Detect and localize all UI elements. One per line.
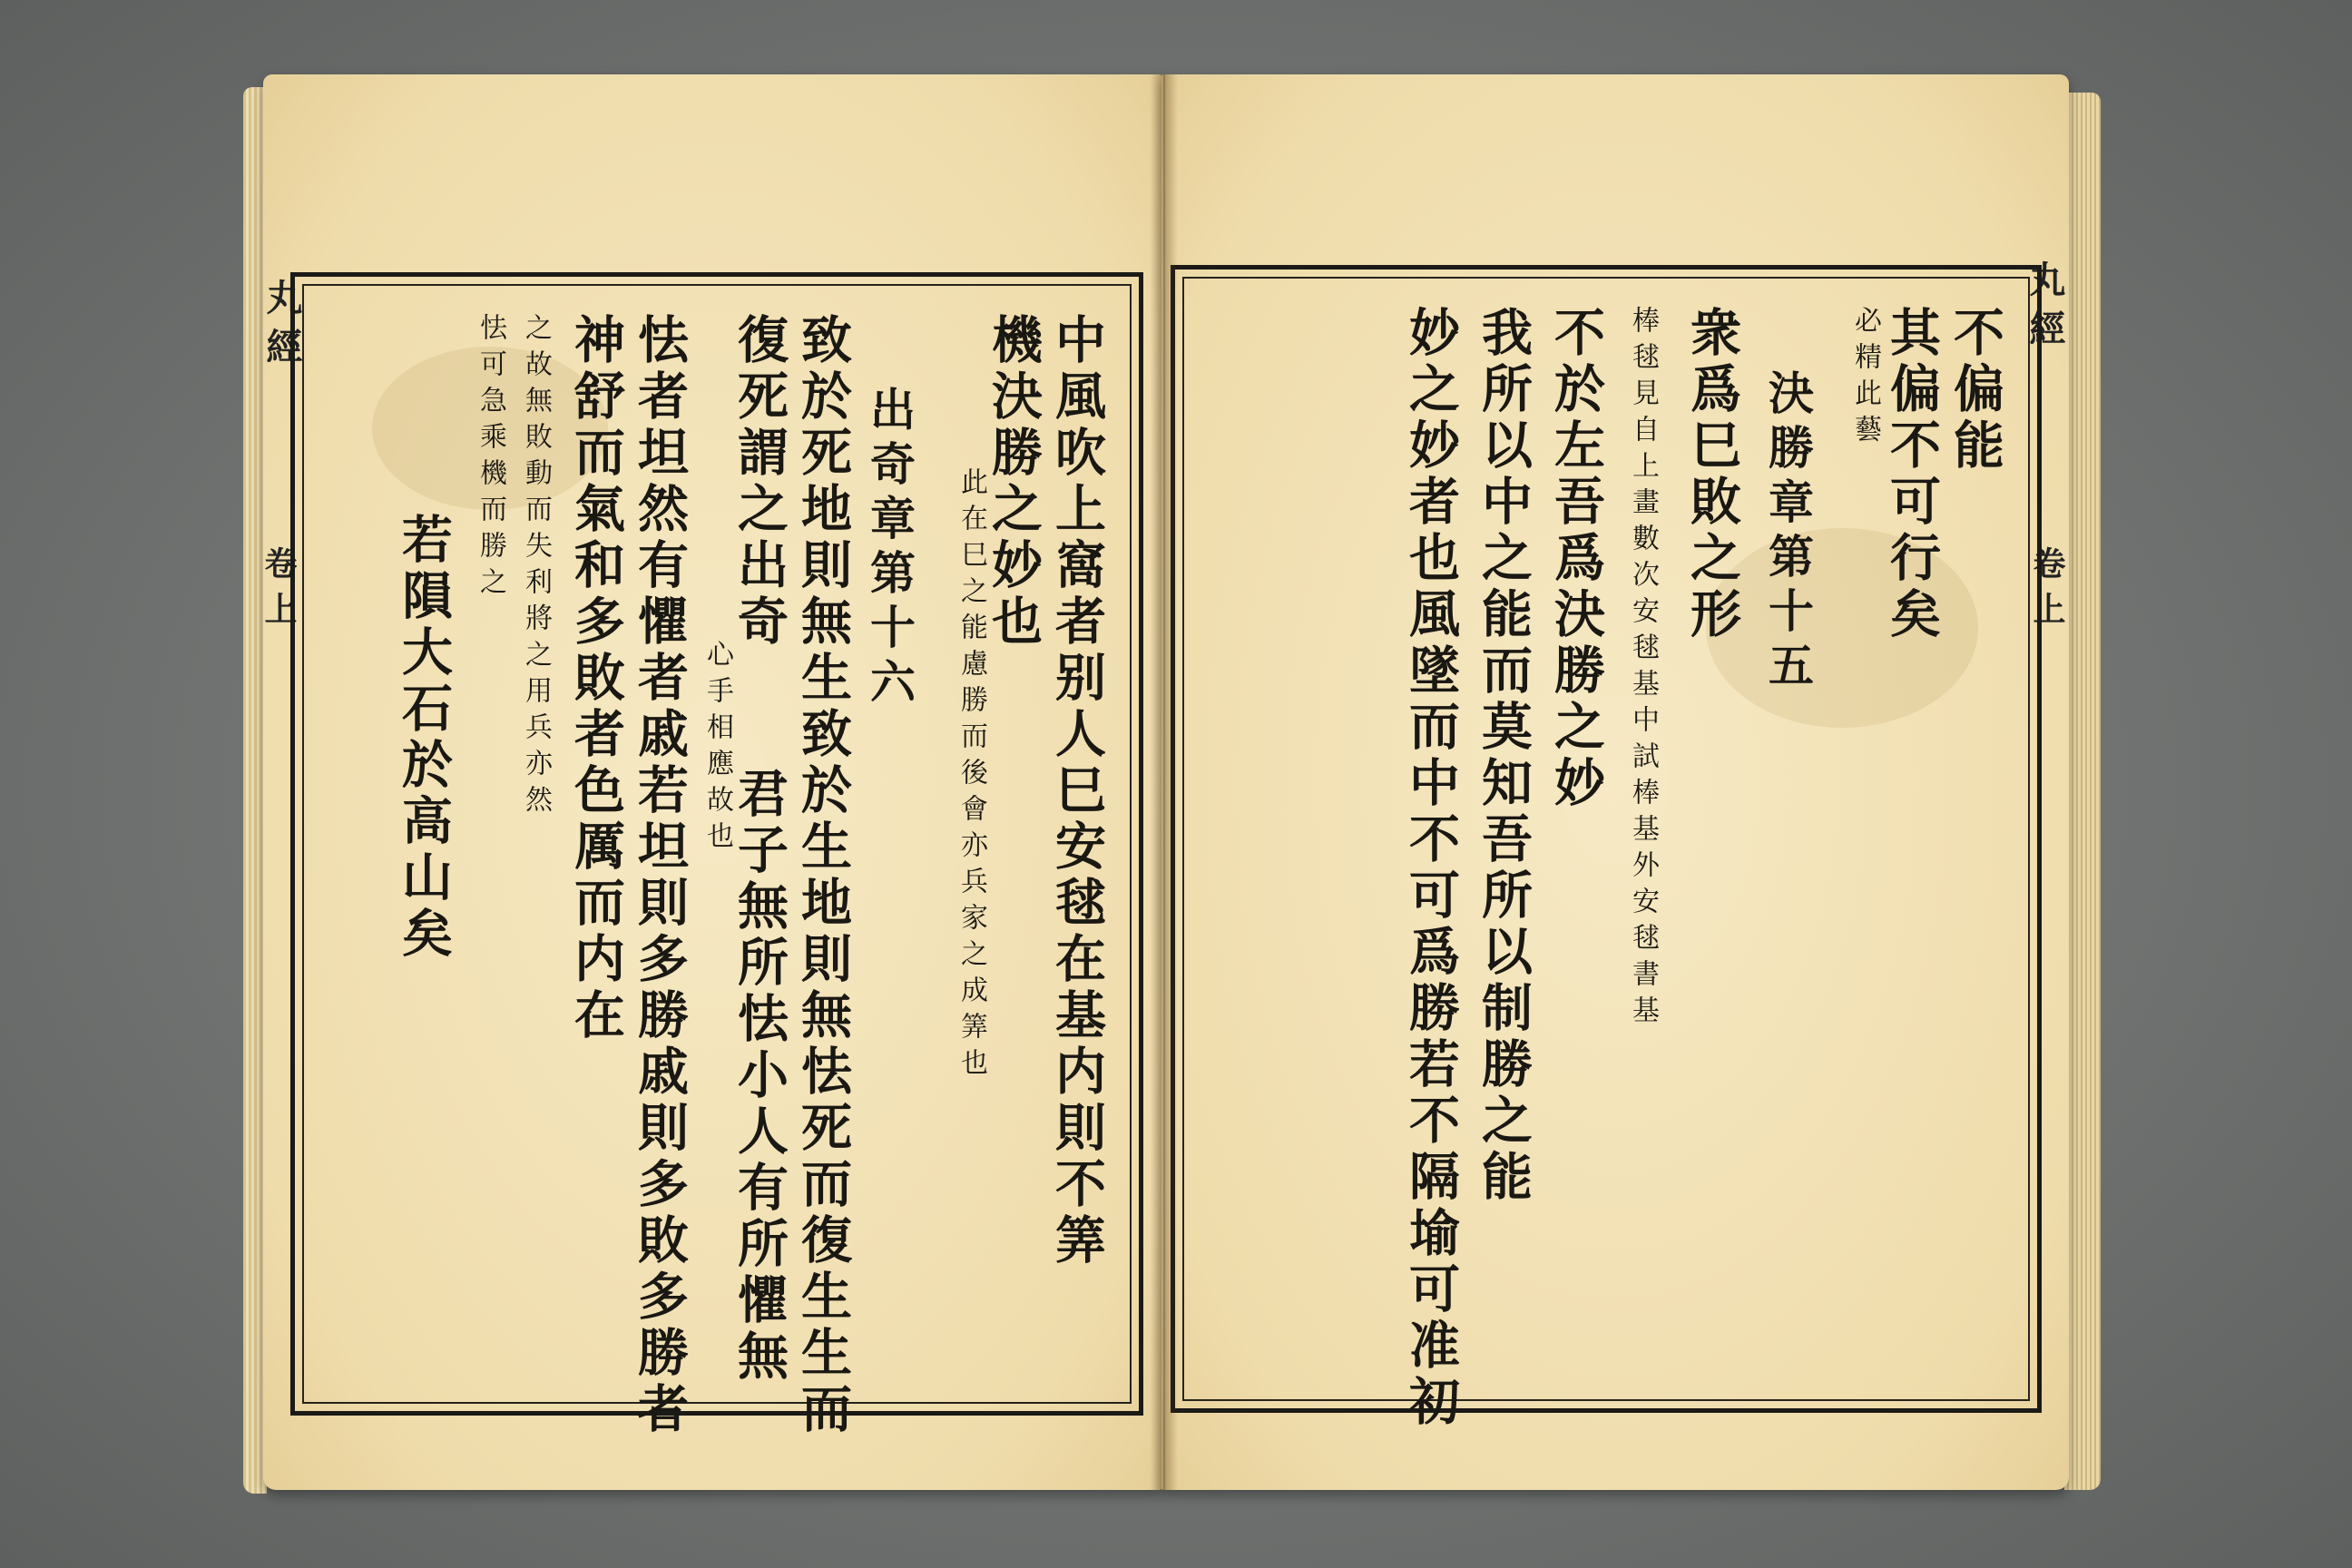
left-col-8: 君子無所怯小人有所懼無 [730, 767, 789, 1386]
right-volume-label: 卷上 [2028, 546, 2066, 637]
left-col-13: 若隕大石於高山矣 [394, 513, 454, 963]
left-col-3: 此在巳之能慮勝而後會亦兵家之成筭也 [956, 467, 987, 1084]
left-col-10: 神舒而氣和多敗者色厲而内在 [566, 313, 626, 1044]
left-col-7: 心手相應故也 [701, 640, 733, 858]
left-margin-title: 丸經 [260, 279, 303, 377]
right-margin-title: 丸經 [2024, 260, 2066, 358]
right-col-6: 棒毬見自上畫數次安毬基中試棒基外安毬書基 [1627, 306, 1659, 1032]
right-col-7: 不於左吾爲決勝之妙 [1546, 306, 1606, 812]
left-col-1: 中風吹上窩者别人巳安毬在基内則不筭 [1047, 313, 1107, 1269]
right-col-3: 必精此藝 [1849, 306, 1881, 451]
left-col-2: 機決勝之妙也 [984, 313, 1044, 651]
right-col-5: 衆爲巳敗之形 [1682, 306, 1742, 643]
left-col-12: 怯可急乘機而勝之 [475, 313, 506, 603]
left-col-5: 致於死地則無生致於生地則無怯死而復生生而 [793, 313, 853, 1438]
right-col-1: 不偏能 [1945, 306, 2005, 475]
open-book [260, 74, 2096, 1508]
left-page [260, 74, 1161, 1490]
right-col-8: 我所以中之能而莫知吾所以制勝之能 [1474, 306, 1534, 1206]
right-chapter-title: 決勝章第十五 [1761, 369, 1815, 696]
right-col-9: 妙之妙者也風墜而中不可爲勝若不隔堬可准初 [1401, 306, 1461, 1431]
left-col-6: 復死謂之出奇 [730, 313, 789, 651]
right-text-frame [1171, 265, 2042, 1431]
left-chapter-title: 出奇章第十六 [863, 386, 916, 712]
left-col-11: 之故無敗動而失利將之用兵亦然 [520, 313, 552, 821]
left-col-9: 怯者坦然有懼者戚若坦則多勝戚則多敗多勝者 [630, 313, 690, 1438]
left-text-frame [290, 272, 1143, 1438]
left-volume-label: 卷上 [260, 546, 298, 637]
book-gutter [1151, 74, 1178, 1490]
right-col-2: 其偏不可行矣 [1882, 306, 1942, 643]
